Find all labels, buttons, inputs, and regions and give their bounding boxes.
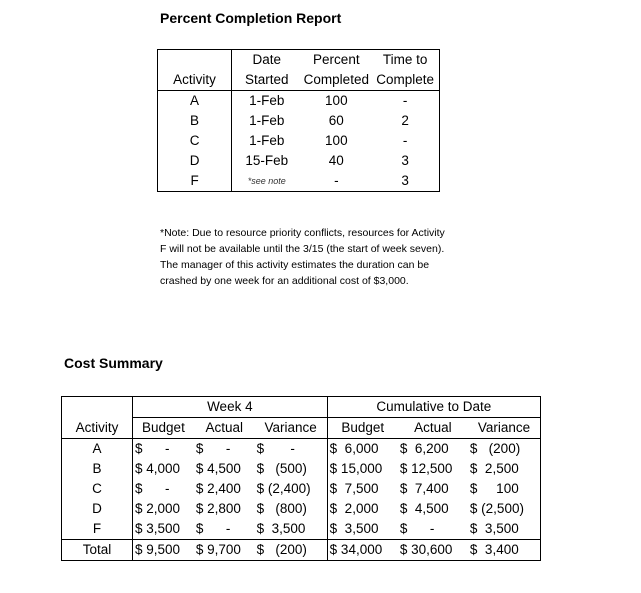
total-cum-budget: $ 34,000 [327, 540, 398, 561]
table-row [62, 499, 541, 519]
header-blank [158, 50, 232, 71]
total-cum-actual: $ 30,600 [398, 540, 468, 561]
header-cum-variance: Variance [468, 418, 541, 439]
variance-cell: $ - [255, 439, 328, 460]
table-row [62, 439, 541, 460]
activity-f-note: *Note: Due to resource priority conflicts, resources for Activity F will not be available until the 3/15 (the start of week seven). The manager of this activity estimates the duration can be crashed by one week for an additional cost of $3,000. [160, 227, 445, 287]
table-row [62, 479, 541, 499]
cost-summary-table [61, 396, 541, 561]
table-row [62, 459, 541, 479]
report-title: Percent Completion Report [160, 10, 342, 26]
cum-actual-cell: $ 6,200 [399, 441, 449, 456]
actual-cell: $ 4,500 [195, 461, 241, 476]
cum-variance-cell: $ 3,500 [469, 521, 519, 536]
cum-variance-cell: $ (2,500) [469, 501, 524, 516]
cum-variance-cell: $ (200) [469, 441, 521, 456]
percent-completion-table [157, 49, 440, 192]
budget-cell: $ - [135, 481, 170, 496]
time-cell: 3 [401, 153, 409, 168]
group-blank [62, 397, 133, 418]
activity-cell: D [158, 151, 232, 171]
cum-budget-cell: $ 3,500 [329, 521, 379, 536]
activity-cell: A [62, 439, 133, 460]
activity-cell: A [158, 91, 232, 112]
activity-cell: D [62, 499, 133, 519]
total-cum-variance: $ 3,400 [468, 540, 541, 561]
header-date-1: Date [252, 52, 282, 67]
total-label: Total [62, 540, 133, 561]
time-cell: 3 [401, 173, 409, 188]
date-cell: 15-Feb [245, 153, 289, 168]
table-row [158, 131, 440, 151]
actual-cell: $ 2,800 [195, 501, 241, 516]
table-row [158, 151, 440, 171]
percent-cell: 40 [328, 153, 344, 168]
activity-cell: C [62, 479, 133, 499]
actual-cell: $ 2,400 [195, 481, 241, 496]
percent-cell: 100 [325, 93, 348, 108]
variance-cell: $ (800) [255, 499, 328, 519]
activity-cell: F [158, 171, 232, 192]
group-cumulative: Cumulative to Date [327, 397, 540, 418]
header-actual: Actual [194, 418, 255, 439]
budget-cell: $ 3,500 [135, 521, 181, 536]
table-row [158, 91, 440, 112]
header-budget: Budget [133, 418, 194, 439]
cum-actual-cell: $ - [399, 521, 435, 536]
group-week-4: Week 4 [133, 397, 328, 418]
cum-budget-cell: $ 7,500 [329, 481, 379, 496]
cum-budget-cell: $ 6,000 [329, 441, 379, 456]
total-actual: $ 9,700 [194, 540, 255, 561]
cum-actual-cell: $ 7,400 [399, 481, 449, 496]
header-activity: Activity [158, 70, 232, 91]
header-date-2: Started [232, 70, 302, 91]
time-cell: 2 [401, 113, 409, 128]
budget-cell: $ 4,000 [135, 461, 181, 476]
header-time-1: Time to [382, 52, 428, 67]
cum-actual-cell: $ 4,500 [399, 501, 449, 516]
header-time-2: Complete [371, 70, 439, 91]
header-variance: Variance [255, 418, 328, 439]
header-percent-1: Percent [313, 52, 360, 67]
header-cum-actual: Actual [398, 418, 468, 439]
activity-cell: F [62, 519, 133, 540]
budget-cell: $ 2,000 [135, 501, 181, 516]
percent-cell: 60 [328, 113, 344, 128]
time-cell: - [402, 93, 408, 108]
date-cell: 1-Feb [249, 133, 285, 148]
table-row [158, 171, 440, 192]
header-activity: Activity [62, 418, 133, 439]
percent-cell: 100 [325, 133, 348, 148]
table-row [62, 519, 541, 540]
variance-cell: $ 3,500 [255, 519, 328, 540]
date-cell: 1-Feb [249, 93, 285, 108]
total-row [62, 540, 541, 561]
activity-cell: B [62, 459, 133, 479]
cum-budget-cell: $ 15,000 [329, 461, 383, 476]
time-cell: - [402, 133, 408, 148]
budget-cell: $ - [135, 441, 170, 456]
header-percent-2: Completed [301, 70, 371, 91]
total-budget: $ 9,500 [133, 540, 194, 561]
variance-cell: $ (500) [255, 459, 328, 479]
cum-actual-cell: $ 12,500 [399, 461, 453, 476]
total-variance: $ (200) [255, 540, 328, 561]
percent-cell: - [334, 173, 339, 188]
date-cell: 1-Feb [249, 113, 285, 128]
cum-variance-cell: $ 100 [469, 481, 519, 496]
cost-summary-title: Cost Summary [64, 355, 163, 371]
table-row [158, 111, 440, 131]
date-cell: *see note [247, 176, 286, 186]
cum-budget-cell: $ 2,000 [329, 501, 379, 516]
activity-cell: B [158, 111, 232, 131]
actual-cell: $ - [195, 521, 231, 536]
variance-cell: $ (2,400) [255, 479, 328, 499]
actual-cell: $ - [195, 441, 231, 456]
header-cum-budget: Budget [327, 418, 398, 439]
activity-cell: C [158, 131, 232, 151]
cum-variance-cell: $ 2,500 [469, 461, 519, 476]
